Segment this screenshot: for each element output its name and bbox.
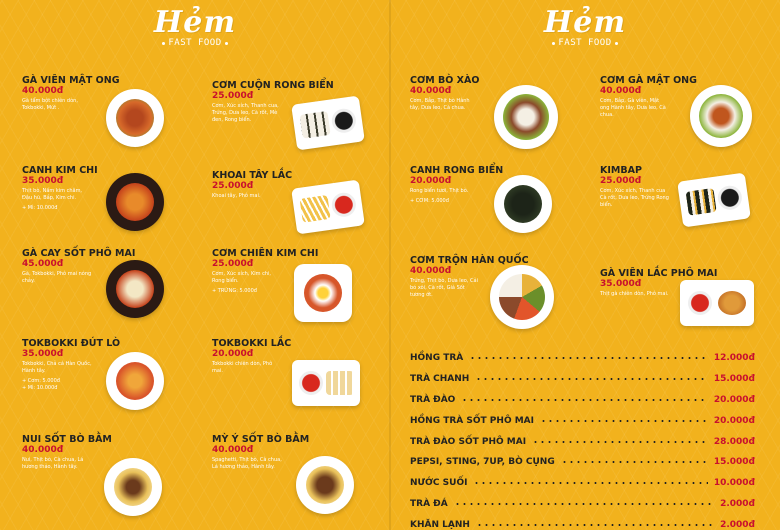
item-price: 40.000đ: [212, 445, 254, 455]
item-description: Thịt bò, Nấm kim châm, Đậu hũ, Bắp, Kim chi.: [22, 188, 83, 201]
drink-price: 10.000đ: [713, 478, 755, 489]
item-extra: + Cơm: 5.000đ: [22, 378, 60, 384]
menu-item: [410, 255, 592, 341]
dish-photo: [104, 458, 162, 516]
drink-price: 20.000đ: [713, 415, 755, 426]
drink-row: [410, 410, 755, 431]
menu-item: [410, 75, 592, 161]
drink-name: HỒNG TRÀ SỐT PHÔ MAI: [410, 415, 534, 426]
menu-panel-right: [390, 0, 780, 530]
item-name: CƠM BÒ XÀO: [410, 75, 480, 86]
dish-photo: [680, 280, 754, 326]
menu-item: [22, 75, 204, 161]
drink-row: [410, 514, 755, 530]
item-price: 40.000đ: [22, 86, 64, 96]
item-price: 40.000đ: [600, 86, 642, 96]
item-description: Cơm, Xúc xích, Thanh cua Cà rốt, Dưa leo, Trứng Rong biển.: [600, 188, 669, 208]
item-name: GÀ VIÊN LẮC PHÔ MAI: [600, 268, 718, 279]
item-price: 25.000đ: [212, 259, 254, 269]
menu-item: [212, 80, 394, 166]
item-price: 35.000đ: [22, 176, 64, 186]
item-price: 25.000đ: [600, 176, 642, 186]
dot-leader: [461, 399, 707, 401]
drink-name: HỒNG TRÀ: [410, 353, 464, 364]
item-name: GÀ CAY SỐT PHÔ MAI: [22, 248, 136, 259]
menu-item: [600, 268, 780, 354]
item-name: KIMBAP: [600, 165, 642, 176]
item-name: CƠM CHIÊN KIM CHI: [212, 248, 319, 259]
item-name: CƠM CUỘN RONG BIỂN: [212, 80, 334, 91]
item-price: 40.000đ: [22, 445, 64, 455]
dish-photo: [690, 85, 752, 147]
item-name: NUI SỐT BÒ BẰM: [22, 434, 112, 445]
item-extra: + Mì: 10.000đ: [22, 385, 58, 391]
drink-row: [410, 390, 755, 411]
item-description: Rong biển tươi, Thịt bò.: [410, 188, 469, 194]
item-price: 20.000đ: [212, 349, 254, 359]
item-description: Cơm, Xúc xích, Thanh cua, Trứng, Dưa leo, Cà rốt, Mè đen, Rong biển.: [212, 103, 279, 123]
brand-subtitle: FAST FOOD: [558, 38, 612, 48]
drink-name: PEPSI, STING, 7UP, BÒ CỤNG: [410, 457, 555, 468]
dot-leader: [476, 524, 714, 526]
drink-name: TRÀ ĐÁ: [410, 498, 448, 509]
item-description: Khoai tây, Phô mai.: [212, 193, 261, 199]
dish-photo: [106, 89, 164, 147]
item-extra: + TRỨNG: 5.000đ: [212, 288, 257, 294]
item-description: Cơm, Bắp, Gà viên, Mật ong Hành tây, Dưa leo, Cà chua.: [600, 98, 666, 118]
menu-item: [22, 248, 204, 334]
item-name: KHOAI TÂY LẮC: [212, 170, 293, 181]
drink-row: [410, 369, 755, 390]
brand-logo-right: [530, 6, 640, 48]
item-name: CƠM TRỘN HÀN QUỐC: [410, 255, 529, 266]
dish-photo: [677, 172, 751, 227]
drink-row: [410, 348, 755, 369]
drink-name: TRÀ CHANH: [410, 374, 470, 385]
item-description: Spaghetti, Thịt bò, Cà chua, Lá hương thảo, Hành tây.: [212, 457, 282, 470]
item-name: GÀ VIÊN MẬT ONG: [22, 75, 120, 86]
drink-name: TRÀ ĐÀO SỐT PHÔ MAI: [410, 436, 527, 447]
drink-name: NƯỚC SUỐI: [410, 478, 468, 489]
drink-price: 2.000đ: [720, 498, 755, 509]
drink-price: 15.000đ: [713, 457, 755, 468]
dish-photo: [291, 179, 365, 234]
dish-photo: [296, 456, 354, 514]
item-description: Gà tẩm bột chiên dòn, Tokbokki, Mứt .: [22, 98, 78, 111]
item-name: TOKBOKKI ĐÚT LÒ: [22, 338, 121, 349]
dish-photo: [106, 352, 164, 410]
menu-item: [212, 170, 394, 256]
menu-item: [600, 165, 780, 251]
dot-leader: [473, 482, 707, 484]
item-name: CANH KIM CHI: [22, 165, 98, 176]
drink-name: KHĂN LẠNH: [410, 519, 470, 530]
item-name: MỲ Ý SỐT BÒ BẰM: [212, 434, 310, 445]
dot-leader: [454, 503, 714, 505]
item-price: 45.000đ: [22, 259, 64, 269]
dot-leader: [561, 461, 708, 463]
menu-item: [600, 75, 780, 161]
dish-photo: [494, 175, 552, 233]
dish-photo: [494, 85, 558, 149]
brand-title: Hẻm: [153, 5, 237, 40]
drink-price: 2.000đ: [720, 519, 755, 530]
menu-item: [22, 434, 204, 520]
menu-item: [212, 338, 394, 424]
item-description: Cơm, Bắp, Thịt bò Hành tây, Dưa leo, Cà chua.: [410, 98, 470, 111]
item-price: 20.000đ: [410, 176, 452, 186]
menu-item: [212, 434, 394, 520]
dish-photo: [292, 360, 360, 406]
dish-photo: [106, 173, 164, 231]
item-price: 25.000đ: [212, 91, 254, 101]
item-description: Cơm, Xúc xích, Kim chi, Rong biển.: [212, 271, 272, 284]
item-extra: + Mì: 10.000đ: [22, 205, 58, 211]
item-description: Thịt gà chiên dòn, Phô mai.: [600, 291, 669, 297]
drink-price: 28.000đ: [713, 436, 755, 447]
drink-price: 20.000đ: [713, 394, 755, 405]
drinks-list: [410, 348, 755, 530]
brand-logo-left: [140, 6, 250, 48]
drink-row: [410, 431, 755, 452]
dot-leader: [532, 441, 708, 443]
menu-item: [22, 165, 204, 251]
item-name: CANH RONG BIỂN: [410, 165, 504, 176]
item-name: CƠM GÀ MẬT ONG: [600, 75, 697, 86]
dot-leader: [469, 357, 708, 359]
item-price: 40.000đ: [410, 266, 452, 276]
menu-item: [410, 165, 592, 251]
item-price: 35.000đ: [22, 349, 64, 359]
menu-item: [22, 338, 204, 424]
dot-leader: [475, 378, 707, 380]
item-name: TOKBOKKI LẮC: [212, 338, 292, 349]
brand-title: Hẻm: [543, 5, 627, 40]
drink-price: 12.000đ: [713, 353, 755, 364]
item-description: Tokbokki, Chả cá Hàn Quốc, Hành tây.: [22, 361, 92, 374]
dish-photo: [490, 265, 554, 329]
drink-name: TRÀ ĐÀO: [410, 394, 456, 405]
dish-photo: [291, 95, 365, 150]
item-description: Trứng, Thịt bò, Dưa leo, Cải bó xôi, Cà rốt, Giá Sốt tương ớt.: [410, 278, 478, 298]
drink-row: [410, 452, 755, 473]
item-price: 25.000đ: [212, 181, 254, 191]
drink-row: [410, 473, 755, 494]
item-extra: + CƠM: 5.000đ: [410, 198, 449, 204]
item-price: 35.000đ: [600, 279, 642, 289]
dish-photo: [106, 260, 164, 318]
menu-item: [212, 248, 394, 334]
brand-subtitle: FAST FOOD: [168, 38, 222, 48]
dish-photo: [294, 264, 352, 322]
drink-price: 15.000đ: [713, 374, 755, 385]
dot-leader: [540, 420, 708, 422]
drink-row: [410, 494, 755, 515]
item-description: Tokbokki chiên dòn, Phô mai.: [212, 361, 273, 374]
item-price: 40.000đ: [410, 86, 452, 96]
item-description: Gà, Tokbokki, Phô mai nóng chảy.: [22, 271, 92, 284]
item-description: Nui, Thịt bò, Cà chua, Lá hương thảo, Hành tây.: [22, 457, 84, 470]
